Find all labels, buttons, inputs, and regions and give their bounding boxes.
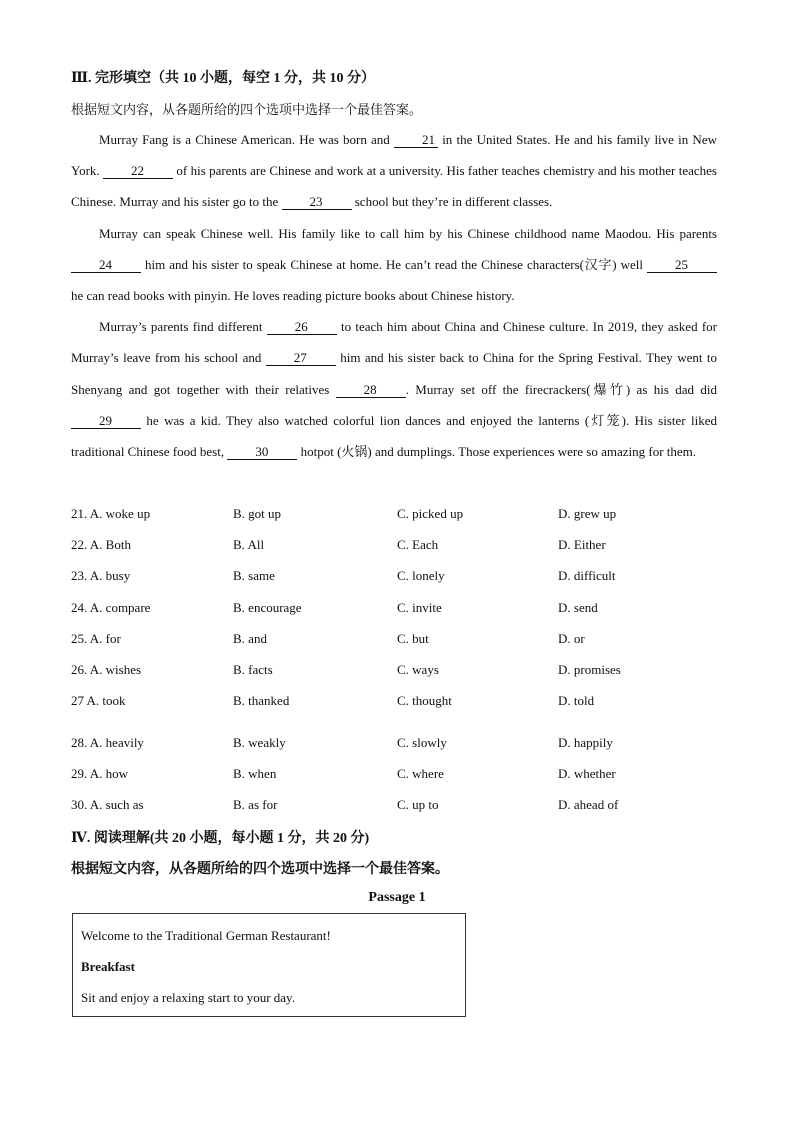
- option-row-22: [71, 537, 731, 557]
- blank-29[interactable]: 29: [71, 414, 141, 429]
- option-d[interactable]: D. happily: [558, 735, 613, 750]
- box-welcome-line: Welcome to the Traditional German Restaurant!: [81, 928, 331, 943]
- option-row-29: [71, 766, 731, 786]
- option-b[interactable]: B. thanked: [233, 693, 290, 708]
- option-a[interactable]: 29. A. how: [71, 766, 129, 781]
- section3-instruction: 根据短文内容，从各题所给的四个选项中选择一个最佳答案。: [71, 102, 423, 117]
- option-a[interactable]: 27 A. took: [71, 693, 126, 708]
- option-a[interactable]: 25. A. for: [71, 631, 121, 646]
- option-d[interactable]: D. difficult: [558, 568, 616, 583]
- option-c[interactable]: C. thought: [397, 693, 452, 708]
- option-row-23: [71, 568, 731, 588]
- blank-25[interactable]: 25: [647, 258, 717, 273]
- option-a[interactable]: 30. A. such as: [71, 797, 144, 812]
- section3-heading: Ⅲ. 完形填空（共 10 小题，每空 1 分，共 10 分）: [71, 71, 376, 86]
- option-b[interactable]: B. facts: [233, 662, 273, 677]
- option-row-26: [71, 662, 731, 682]
- blank-24[interactable]: 24: [71, 258, 141, 273]
- blank-21[interactable]: 21: [394, 133, 438, 148]
- option-a[interactable]: 28. A. heavily: [71, 735, 144, 750]
- option-d[interactable]: D. send: [558, 600, 598, 615]
- option-a[interactable]: 21. A. woke up: [71, 506, 151, 521]
- blank-22[interactable]: 22: [103, 164, 173, 179]
- option-b[interactable]: B. as for: [233, 797, 278, 812]
- option-a[interactable]: 26. A. wishes: [71, 662, 142, 677]
- option-c[interactable]: C. Each: [397, 537, 439, 552]
- option-d[interactable]: D. whether: [558, 766, 616, 781]
- option-a[interactable]: 23. A. busy: [71, 568, 131, 583]
- option-b[interactable]: B. All: [233, 537, 265, 552]
- option-row-24: [71, 600, 731, 620]
- option-row-28: [71, 735, 731, 755]
- paragraph-3: Murray’s parents find different 26 to teach him about China and Chinese culture. In 2019, they asked for Murray’s leave from his school and 27 him and his sister back to China for the Spring Festival. They went to Shenyang and got together with their relatives 28 . Murray set off the firecrackers(爆竹) as his dad did 29 he was a kid. They also watched colorful lion dances and enjoyed the lanterns (灯笼). His sister liked traditional Chinese food best, 30 hotpot (火锅) and dumplings. Those experiences were so amazing for them.: [71, 319, 718, 460]
- option-row-25: [71, 631, 731, 651]
- option-a[interactable]: 22. A. Both: [71, 537, 131, 552]
- option-b[interactable]: B. weakly: [233, 735, 286, 750]
- option-c[interactable]: C. where: [397, 766, 444, 781]
- blank-28[interactable]: 28: [336, 383, 406, 398]
- box-breakfast-heading: Breakfast: [81, 959, 135, 974]
- blank-27[interactable]: 27: [266, 351, 336, 366]
- option-row-30: [71, 797, 731, 817]
- option-b[interactable]: B. encourage: [233, 600, 302, 615]
- section4-instruction: 根据短文内容，从各题所给的四个选项中选择一个最佳答案。: [71, 862, 449, 877]
- option-row-27: [71, 693, 731, 713]
- option-b[interactable]: B. same: [233, 568, 275, 583]
- option-c[interactable]: C. slowly: [397, 735, 447, 750]
- option-d[interactable]: D. Either: [558, 537, 606, 552]
- section4-heading: Ⅳ. 阅读理解(共 20 小题，每小题 1 分，共 20 分): [71, 831, 370, 846]
- blank-26[interactable]: 26: [267, 320, 337, 335]
- option-b[interactable]: B. when: [233, 766, 277, 781]
- option-c[interactable]: C. up to: [397, 797, 439, 812]
- option-d[interactable]: D. or: [558, 631, 585, 646]
- blank-30[interactable]: 30: [227, 445, 297, 460]
- option-d[interactable]: D. grew up: [558, 506, 617, 521]
- paragraph-1: Murray Fang is a Chinese American. He was born and 21 in the United States. He and his family live in New York. 22 of his parents are Chinese and work at a university. His father teaches chemistry and his mother teaches Chinese. Murray and his sister go to the 23 school but they’re in different classes.: [71, 132, 717, 210]
- option-c[interactable]: C. ways: [397, 662, 439, 677]
- option-b[interactable]: B. and: [233, 631, 267, 646]
- passage-box: [72, 913, 466, 1017]
- option-c[interactable]: C. invite: [397, 600, 442, 615]
- paragraph-2: Murray can speak Chinese well. His family like to call him by his Chinese childhood name Maodou. His parents 24 him and his sister to speak Chinese at home. He can’t read the Chinese characters(汉字) well 25 he can read books with pinyin. He loves reading picture books about Chinese history.: [71, 225, 717, 304]
- option-c[interactable]: C. but: [397, 631, 429, 646]
- option-a[interactable]: 24. A. compare: [71, 600, 151, 615]
- option-c[interactable]: C. picked up: [397, 506, 464, 521]
- option-d[interactable]: D. told: [558, 693, 595, 708]
- option-d[interactable]: D. promises: [558, 662, 621, 677]
- option-row-21: [71, 506, 731, 526]
- passage-title: Passage 1: [368, 890, 426, 905]
- blank-23[interactable]: 23: [282, 195, 352, 210]
- option-b[interactable]: B. got up: [233, 506, 282, 521]
- option-d[interactable]: D. ahead of: [558, 797, 619, 812]
- option-c[interactable]: C. lonely: [397, 568, 445, 583]
- box-breakfast-text: Sit and enjoy a relaxing start to your day.: [81, 990, 295, 1005]
- cloze-passage: [71, 124, 717, 467]
